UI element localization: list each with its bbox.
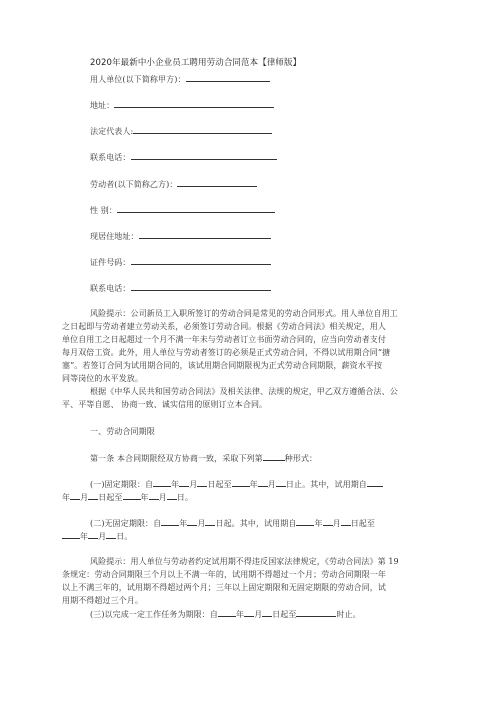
blank-line: [263, 452, 285, 461]
term-text: 年: [235, 610, 245, 619]
blank-line: [62, 530, 80, 539]
employer-name-field: [90, 73, 270, 85]
blank-line: [186, 73, 270, 82]
field-label: 性 别：: [90, 206, 117, 215]
term-text: 日起至: [350, 519, 375, 528]
field-label: 用人单位(以下简称甲方)：: [90, 75, 186, 84]
article-text: 第一条 本合同期限经双方协商一致，采取下列第: [90, 454, 263, 463]
risk-note-line: 塞”。若签订合同为试用期合同的，该试用期合同期限视为正式劳动合同期限，薪资水平按: [62, 361, 383, 370]
gender-field: [90, 204, 275, 216]
blank-line: [179, 478, 189, 487]
blank-line: [276, 478, 286, 487]
blank-line: [139, 230, 271, 239]
blank-line: [88, 530, 98, 539]
term-text: 年: [140, 493, 149, 502]
term-text: 月: [98, 532, 107, 541]
blank-line: [114, 99, 274, 108]
blank-line: [133, 125, 272, 134]
risk-note-line: 风险提示：公司新员工入职所签订的劳动合同是常见的劳动合同形式。用人单位自用工: [90, 309, 398, 318]
basis-line: 根据《中华人民共和国劳动合同法》及相关法律、法规的规定，甲乙双方遵循合法、公: [90, 387, 398, 396]
field-label: 联系电话：: [90, 284, 131, 293]
fixed-term-line-2: [62, 491, 193, 503]
document-title: 2020年最新中小企业员工聘用劳动合同范本【律师版】: [90, 58, 302, 68]
risk-note-2-line: 风险提示：用人单位与劳动者约定试用期不得违反国家法律规定，《劳动合同法》第 19: [90, 557, 399, 566]
term-text: 月: [254, 610, 263, 619]
term-text: (二)无固定期限：自: [90, 519, 162, 528]
employee-name-field: [90, 178, 257, 190]
blank-line: [296, 517, 314, 526]
residence-address-field: [90, 230, 271, 242]
risk-note-2-line: 用期不得超过三个月。: [62, 596, 143, 605]
open-term-line-2: [62, 530, 132, 542]
term-text: 日。: [116, 532, 133, 541]
term-text: 月: [158, 493, 167, 502]
blank-line: [258, 478, 268, 487]
field-label: 地址：: [90, 101, 115, 110]
legal-representative-field: [90, 125, 272, 137]
term-text: 年: [62, 493, 71, 502]
risk-note-line: 每月双倍工资。此外，用人单位与劳动者签订的必须是正式劳动合同，不得以试用期合同“搪: [62, 348, 391, 357]
field-label: 联系电话：: [90, 153, 131, 162]
term-text: 年: [171, 480, 180, 489]
blank-line: [153, 478, 171, 487]
blank-line: [131, 256, 271, 265]
blank-line: [131, 282, 271, 291]
field-label: 劳动者(以下简称乙方)：: [90, 180, 178, 189]
blank-line: [117, 204, 275, 213]
id-number-field: [90, 256, 271, 268]
term-text: 月: [189, 480, 198, 489]
risk-note-2-line: 条规定：劳动合同期限三个月以上不满一年的，试用期不得超过一个月；劳动合同期限一年: [62, 570, 386, 579]
term-text: 年: [249, 480, 258, 489]
term-text: 年: [80, 532, 89, 541]
open-term-line-1: [90, 517, 375, 529]
term-text: 日起至: [272, 610, 297, 619]
blank-line: [167, 491, 177, 500]
term-text: 月: [332, 519, 341, 528]
blank-line: [218, 608, 236, 617]
article-1: [90, 452, 317, 464]
term-text: 年: [314, 519, 323, 528]
blank-line: [197, 478, 207, 487]
term-text: 日起至: [207, 480, 232, 489]
term-text: 月: [80, 493, 89, 502]
address-field: [90, 99, 274, 111]
term-text: 日起至: [98, 493, 123, 502]
term-text: 月: [267, 480, 276, 489]
blank-line: [341, 517, 351, 526]
term-text: (一)固定期限：自: [90, 480, 154, 489]
blank-line: [123, 491, 141, 500]
risk-note-line: 之日起即与劳动者建立劳动关系，必须签订劳动合同。根据《劳动合同法》相关规定，用人: [62, 322, 386, 331]
blank-line: [161, 517, 179, 526]
blank-line: [106, 530, 116, 539]
field-label: 现居住地址：: [90, 232, 139, 241]
article-text: 种形式：: [284, 454, 318, 463]
blank-line: [232, 478, 250, 487]
section-heading: 一、劳动合同期限: [90, 427, 155, 436]
risk-note-line: 同等岗位的水平发放。: [62, 374, 143, 383]
blank-line: [131, 151, 277, 160]
blank-line: [262, 608, 272, 617]
blank-line: [88, 491, 98, 500]
basis-line: 平、平等自愿、 协商一致、诚实信用的原则订立本合同。: [62, 400, 268, 409]
blank-line: [244, 608, 254, 617]
fixed-term-line-1: [90, 478, 383, 490]
blank-line: [70, 491, 80, 500]
employee-phone-field: [90, 282, 271, 294]
blank-line: [205, 517, 215, 526]
risk-note-line: 单位自用工之日起超过一个月不满一年未与劳动者订立书面劳动合同的，应当向劳动者支付: [62, 335, 386, 344]
risk-note-2-line: 以上不满三年的，试用期不得超过两个月；三年以上固定期限和无固定期限的劳动合同，试: [62, 583, 386, 592]
term-text: 月: [197, 519, 206, 528]
term-text: 时止。: [336, 610, 361, 619]
blank-line: [187, 517, 197, 526]
employer-phone-field: [90, 151, 277, 163]
term-text: 日起。其中，试用期自: [215, 519, 297, 528]
blank-line: [296, 608, 336, 617]
blank-line: [367, 478, 383, 487]
term-text: 年: [179, 519, 188, 528]
term-text: (三)以完成一定工作任务为期限：自: [90, 610, 218, 619]
blank-line: [323, 517, 333, 526]
field-label: 证件号码：: [90, 258, 131, 267]
field-label: 法定代表人:: [90, 127, 134, 136]
blank-line: [177, 178, 257, 187]
term-text: 日。: [176, 493, 193, 502]
blank-line: [149, 491, 159, 500]
term-text: 日止。其中，试用期自: [285, 480, 367, 489]
task-term-line: [90, 608, 361, 620]
